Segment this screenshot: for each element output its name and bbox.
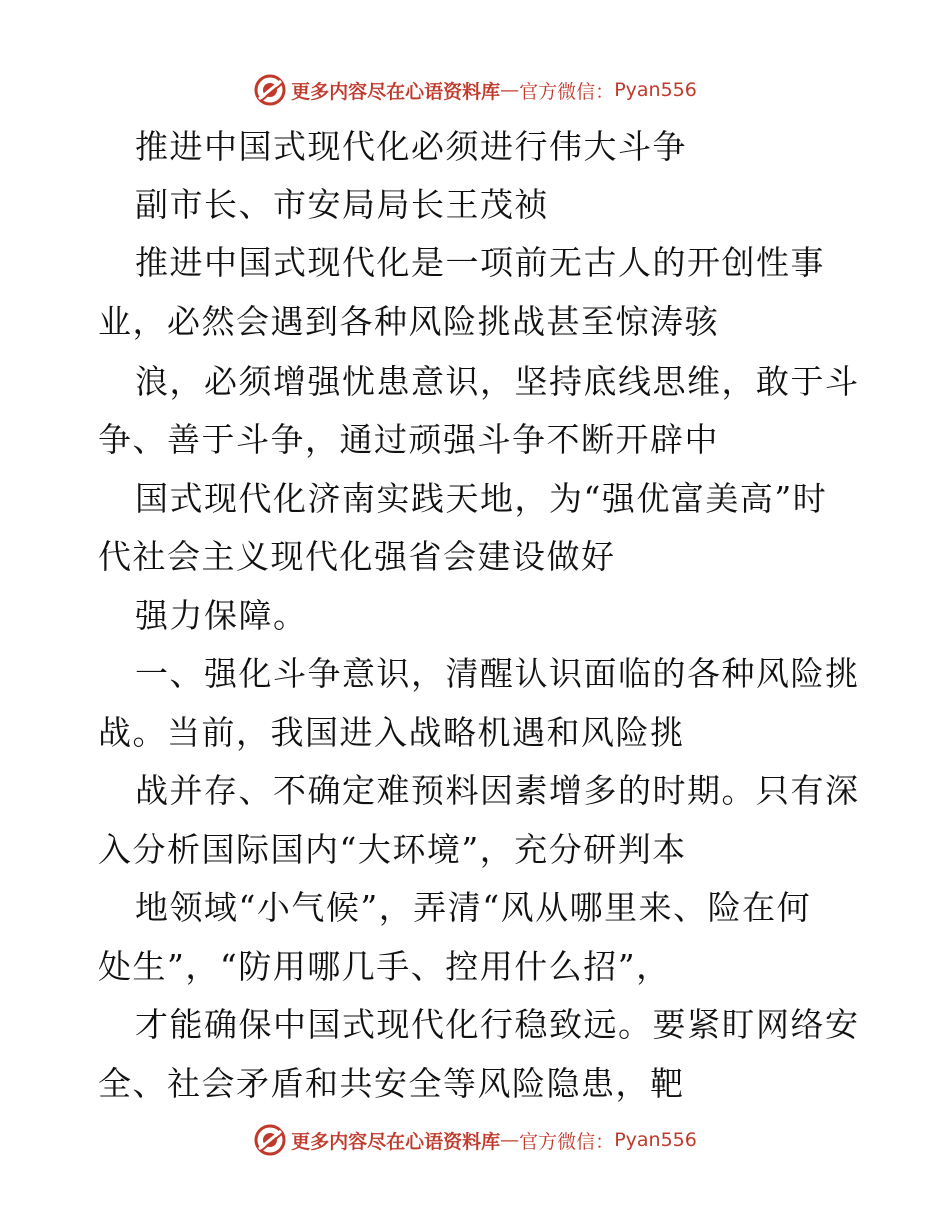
paragraph-line: 业，必然会遇到各种风险挑战甚至惊涛骇 [98,302,719,341]
logo-icon [253,73,287,107]
watermark-brand: 更多内容尽在心语资料库 [291,1130,501,1153]
watermark-wechat-id: Pyan556 [614,79,697,101]
paragraph-line: 全、社会矛盾和共安全等风险隐患，靶 [98,1064,685,1103]
watermark-dash: — [500,79,520,101]
paragraph-line: 强力保障。 [135,596,308,635]
section-heading-line: 一、强化斗争意识，清醒认识面临的各种风险挑 [135,654,860,693]
watermark-label: 官方微信： [519,80,615,103]
paragraph-line: 浪，必须增强忧患意识，坚持底线思维，敢于斗 [135,362,860,401]
paragraph-line: 国式现代化济南实践天地，为“强优富美高”时 [135,479,828,518]
paragraph-line: 入分析国际国内“大环境”，充分研判本 [98,830,687,869]
watermark-wechat-id: Pyan556 [614,1129,697,1151]
watermark-dash: — [500,1129,520,1151]
document-title: 推进中国式现代化必须进行伟大斗争 [135,127,687,166]
paragraph-line: 争、善于斗争，通过顽强斗争不断开辟中 [98,420,719,459]
paragraph-line: 地领域“小气候”，弄清“风从哪里来、险在何 [135,888,812,927]
footer-watermark [0,1120,950,1160]
paragraph-line: 代社会主义现代化强省会建设做好 [98,537,616,576]
logo-icon [253,1123,287,1157]
paragraph-line: 才能确保中国式现代化行稳致远。要紧盯网络安 [135,1005,860,1044]
document-author: 副市长、市安局局长王茂祯 [135,185,549,224]
header-watermark [0,70,950,110]
watermark-label: 官方微信： [519,1130,615,1153]
paragraph-line: 处生”，“防用哪几手、控用什么招”， [98,947,671,986]
paragraph-line: 战。当前，我国进入战略机遇和风险挑 [98,713,685,752]
watermark-brand: 更多内容尽在心语资料库 [291,80,501,103]
paragraph-line: 战并存、不确定难预料因素增多的时期。只有深 [135,771,860,810]
paragraph-line: 推进中国式现代化是一项前无古人的开创性事 [135,243,825,282]
